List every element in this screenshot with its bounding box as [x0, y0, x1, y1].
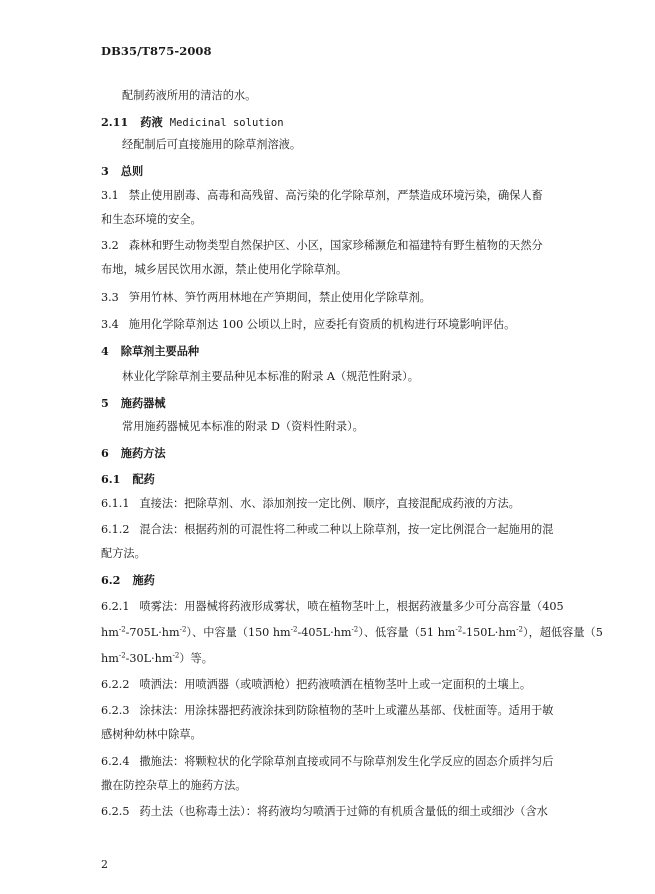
clause-6-2-5: 6.2.5 药土法（也称毒土法）：将药液均匀喷洒于过筛的有机质含量低的细土或细沙（含水 — [101, 805, 548, 818]
clause-3-2: 3.2 森林和野生动物类型自然保护区、小区，国家珍稀濒危和福建特有野生植物的天然分 — [101, 239, 543, 252]
paragraph-line-units: $hm^{-2}-30L\cdot hm^{-2}$）等。 — [101, 651, 213, 665]
document-id: DB35/T875-2008 — [101, 44, 212, 58]
clause-3-3: 3.3 笋用竹林、笋竹两用林地在产笋期间，禁止使用化学除草剂。 — [101, 291, 431, 304]
section-heading-2-11: 2.11 药液 Medicinal solution — [101, 115, 284, 129]
paragraph-line: 配方法。 — [101, 547, 146, 560]
paragraph-line: 经配制后可直接施用的除草剂溶液。 — [122, 138, 302, 151]
section-heading-6-2: 6.2 施药 — [101, 573, 155, 587]
clause-6-2-1: 6.2.1 喷雾法：用器械将药液形成雾状，喷在植物茎叶上，根据药液量多少可分高容量（405 — [101, 600, 564, 613]
paragraph-line: 配制药液所用的清洁的水。 — [122, 89, 257, 102]
paragraph-line: 撒在防控杂草上的施药方法。 — [101, 779, 247, 792]
paragraph-line: 常用施药器械见本标准的附录 D（资料性附录）。 — [122, 420, 364, 433]
clause-3-1: 3.1 禁止使用剧毒、高毒和高残留、高污染的化学除草剂，严禁造成环境污染，确保人畜 — [101, 189, 543, 202]
clause-6-2-3: 6.2.3 涂抹法：用涂抹器把药液涂抹到防除植物的茎叶上或灌丛基部、伐桩面等。适用于敏 — [101, 704, 554, 717]
section-heading-6-1: 6.1 配药 — [101, 472, 155, 486]
section-heading-5: 5 施药器械 — [101, 396, 166, 410]
paragraph-line: 和生态环境的安全。 — [101, 213, 202, 226]
clause-6-2-2: 6.2.2 喷洒法：用喷洒器（或喷洒枪）把药液喷洒在植物茎叶上或一定面积的土壤上。 — [101, 678, 532, 691]
section-heading-6: 6 施药方法 — [101, 446, 166, 460]
paragraph-line: 感树种幼林中除草。 — [101, 728, 202, 741]
paragraph-line: 布地，城乡居民饮用水源，禁止使用化学除草剂。 — [101, 263, 348, 276]
paragraph-line: 林业化学除草剂主要品种见本标准的附录 A（规范性附录）。 — [122, 370, 419, 383]
clause-6-2-4: 6.2.4 撒施法：将颗粒状的化学除草剂直接或同不与除草剂发生化学反应的固态介质拌匀后 — [101, 755, 554, 768]
page-number: 2 — [101, 858, 108, 871]
clause-6-1-2: 6.1.2 混合法：根据药剂的可混性将二种或二种以上除草剂，按一定比例混合一起施用的混 — [101, 523, 554, 536]
clause-6-1-1: 6.1.1 直接法：把除草剂、水、添加剂按一定比例、顺序，直接混配成药液的方法。 — [101, 497, 520, 510]
section-heading-3: 3 总则 — [101, 164, 144, 178]
section-heading-4: 4 除草剂主要品种 — [101, 344, 200, 358]
clause-3-4: 3.4 施用化学除草剂达 100 公顷以上时，应委托有资质的机构进行环境影响评估。 — [101, 318, 516, 331]
paragraph-line-units: $hm^{-2}-705L\cdot hm^{-2}$）、中容量（150 $hm^{-2}-405L\cdot hm^{-2}$）、低容量（51 $hm^{-2}-150L\cdot hm^{-2}$），超低容量（5 — [101, 625, 603, 639]
